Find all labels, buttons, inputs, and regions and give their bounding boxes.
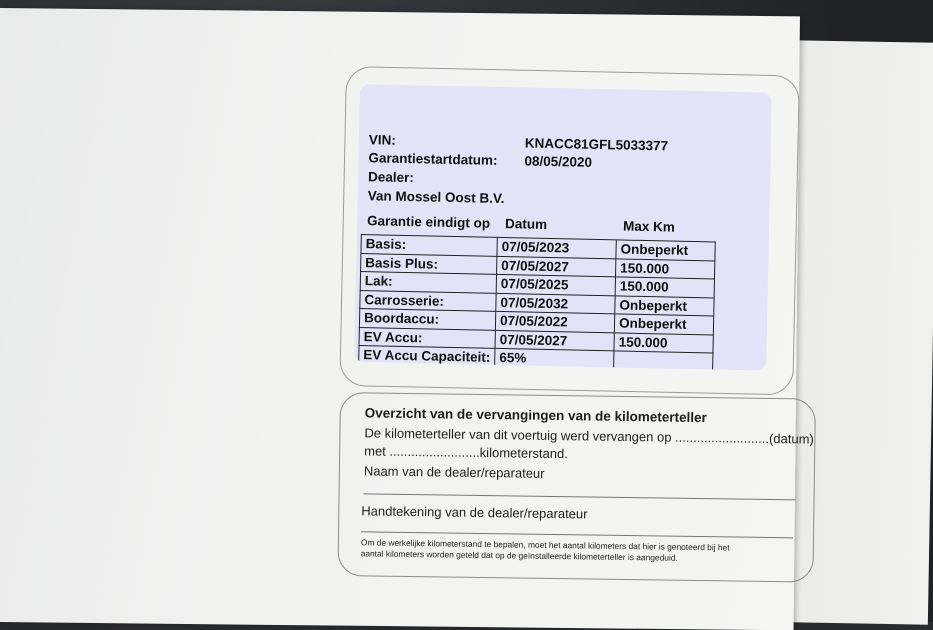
warranty-sticker [354,84,772,371]
row-km: 150.000 [614,332,713,353]
row-date: 07/05/2023 [497,237,616,258]
footnote-line-2: aantal kilometers worden geteld dat op de geïnstalleerde kilometerteller is aangeduid. [360,548,678,563]
row-date: 07/05/2032 [496,293,615,314]
row-name: Basis: [361,235,497,256]
row-date: 07/05/2027 [495,330,614,351]
row-name: Boordaccu: [359,309,495,330]
row-name: Basis Plus: [361,253,497,274]
row-name: EV Accu Capaciteit: [359,346,495,367]
row-date: 07/05/2025 [496,274,615,295]
dealer-label: Dealer: [367,169,414,186]
odometer-title: Overzicht van de vervangingen van de kilometerteller [364,405,707,426]
row-date: 07/05/2022 [495,311,614,332]
odometer-line-1: De kilometerteller van dit voertuig werd vervangen op ..........................(datum) [364,425,814,447]
row-km: 150.000 [615,277,714,298]
row-name: Carrosserie: [360,290,496,311]
row-km: Onbeperkt [614,314,713,335]
dealer-name-label: Naam van de dealer/reparateur [363,463,545,481]
header-warranty-ends: Garantie eindigt op [366,213,491,231]
odometer-line-2: met .........................kilometerstand. [364,443,568,462]
footnote-line-1: Om de werkelijke kilometerstand te bepalen, moet het aantal kilometers dat hier is genoteerd bij het [360,537,730,553]
row-date: 07/05/2027 [497,256,616,277]
warranty-table [358,234,716,371]
row-km: Onbeperkt [616,240,715,261]
dealer-value: Van Mossel Oost B.V. [367,188,505,207]
start-date-value: 08/05/2020 [524,153,593,170]
row-km: 150.000 [616,258,715,279]
row-name: Lak: [360,272,496,293]
row-date: 65% [495,348,614,369]
header-date: Datum [504,216,548,232]
vin-value: KNACC81GFL5033377 [524,135,669,154]
vin-label: VIN: [368,132,396,148]
row-name: EV Accu: [359,327,495,348]
row-km [614,351,713,371]
signature-label: Handtekening van de dealer/reparateur [361,503,588,522]
odometer-replacement-box [337,392,816,583]
dealer-name-line [364,493,796,500]
start-date-label: Garantiestartdatum: [368,150,498,168]
row-km: Onbeperkt [615,295,714,316]
header-max-km: Max Km [622,218,675,235]
